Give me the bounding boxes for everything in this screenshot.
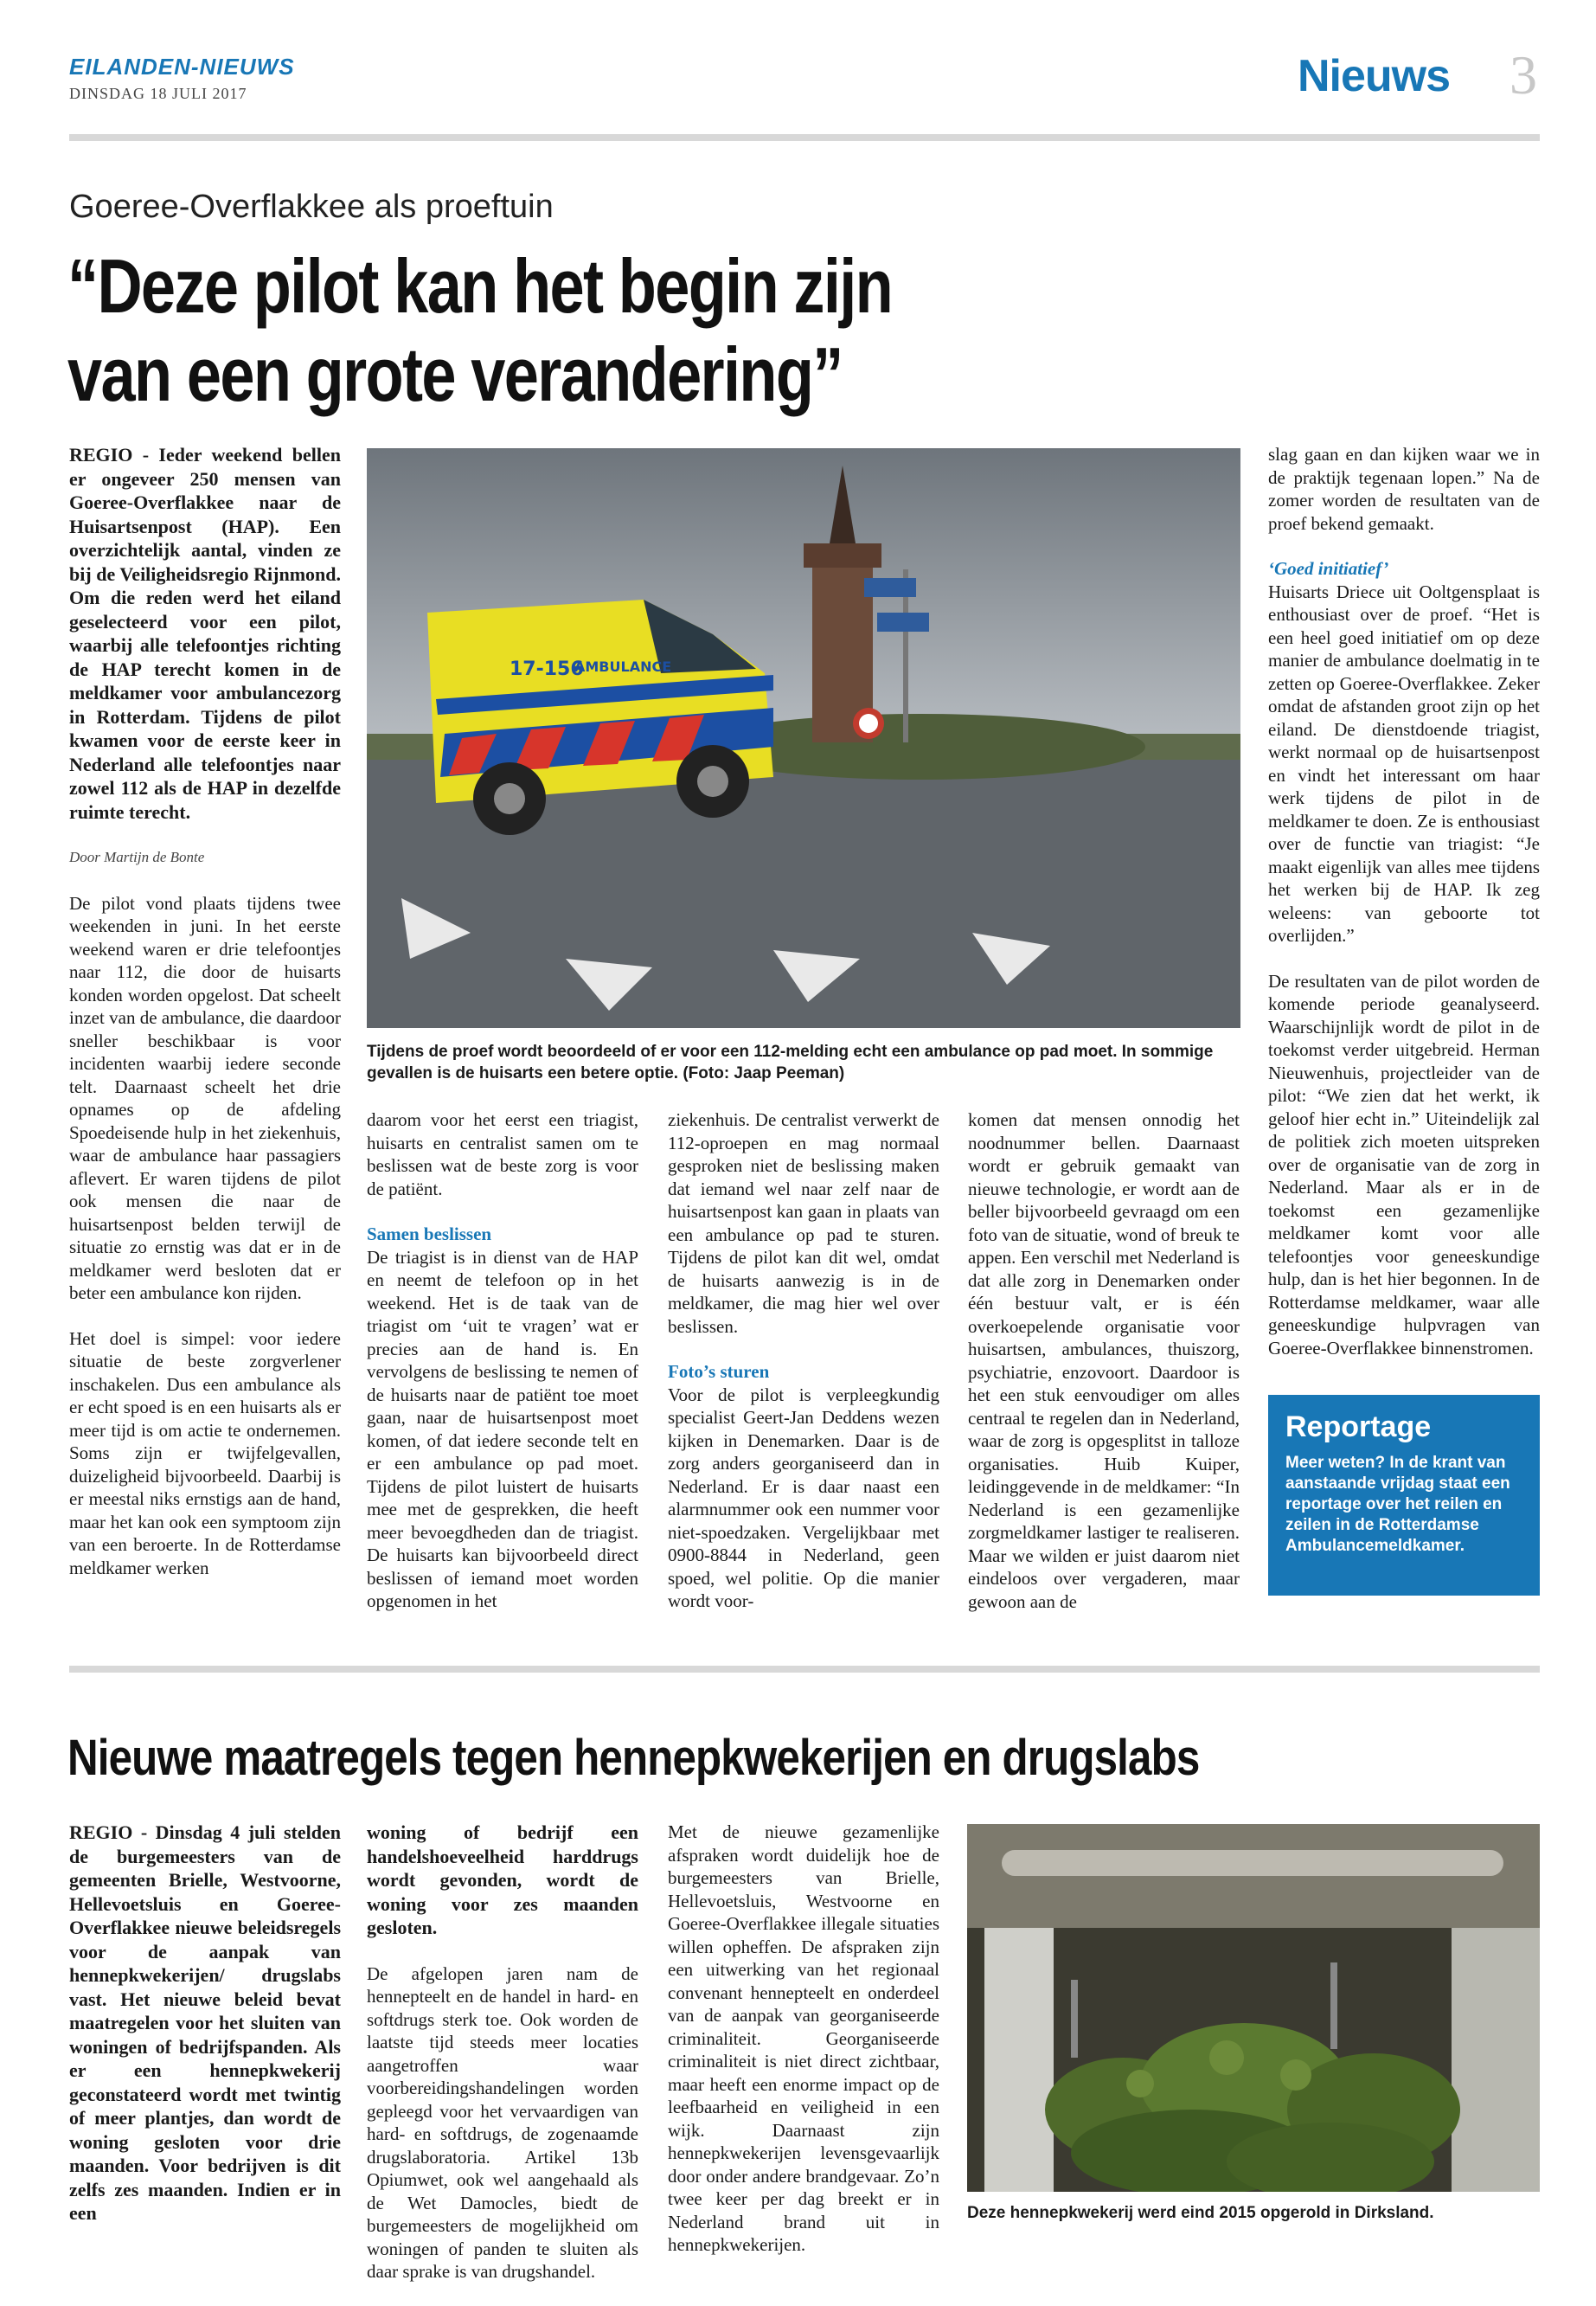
paragraph: slag gaan en dan kijken waar we in de praktijk tegenaan lopen.” Na de zomer worden de resultaten van de proef bekend gemaakt. [1268,444,1540,534]
paragraph: Voor de pilot is verpleegkundig specialist Geert-Jan Deddens wezen kijken in Denemarken. Daar is de zorg anders georganiseerd dan in Nederland. Er is daar naast een alarmnummer ook een nummer voor niet-spoedzaken. Vergelijkbaar met 0900-8844 in Nederland, geen spoed, wel politie. Op die manier wordt voor- [668,1384,939,1611]
paragraph: De afgelopen jaren nam de hennepteelt en de handel in hard- en softdrugs sterk toe. Ook worden de laatste tijd steeds meer locaties aangetroffen waar voorbereidingshandelingen worden gepleegd voor het vervaardigen van hard- en softdrugs, de zogenaamde drugslaboratoria. Artikel 13b Opiumwet, ook wel aangehaald als de Wet Damocles, biedt de burgemeesters de mogelijkheid om woningen of panden te sluiten als daar sprake is van drugshandel. [367,1962,638,2282]
paragraph: daarom voor het eerst een triagist, huisarts en centralist samen om te beslissen wat de beste zorg is voor de patiënt. [367,1109,638,1199]
article-lead: REGIO - Ieder weekend bellen er ongeveer 250 mensen van Goeree-Overflakkee naar de Huisartsenpost (HAP). Een overzichtelijk aantal, vinden ze bij de Veiligheidsregio Rijnmond. Om die reden werd het eiland geselecteerd voor een pilot, waarbij alle telefoontjes richting de HAP terecht komen in de meldkamer voor ambulancezorg in Rotterdam. Tijdens de pilot kwamen voor de eerste keer in Nederland alle telefoontjes naar zowel 112 als de HAP in dezelfde ruimte terecht. [69,444,341,823]
article2-lead-continued: woning of bedrijf een handelshoeveelheid harddrugs wordt gevonden, wordt de woning voor zes maanden gesloten. [367,1821,638,1938]
paragraph: De triagist is in dienst van de HAP en neemt de telefoon op in het weekend. Het is de taak van de triagist om ‘uit te vragen’ wat er precies aan de hand is. En vervolgens de beslissing te nemen of de huisarts naar de patiënt toe moet gaan, naar de huisartsenpost moet komen, of dat iedere seconde telt en er een ambulance op pad moet. Tijdens de pilot luistert de huisarts mee met de gesprekken, die heeft meer bevoegdheden dan de triagist. De huisarts kan bijvoorbeeld direct beslissen of iemand moet worden opgenomen in het [367,1246,638,1611]
section-title: Nieuws [1298,51,1451,101]
paragraph: De resultaten van de pilot worden de komende periode geanalyseerd. Waarschijnlijk wordt de pilot in de toekomst verder uitgebreid. Herman Nieuwenhuis, projectleider van de pilot: “We zien dat het werkt, ik geloof hier echt in.” Uiteindelijk zal de politiek zich moeten uitspreken over de organisatie van de zorg in Nederland. Maar als er in de toekomst een gezamenlijke meldkamer komt voor alle telefoontjes voor geneeskundige hulp, dan is het hier begonnen. In de Rotterdamse meldkamer, waar alle geneeskundige hulpvragen van Goeree-Overflakkee binnenstromen. [1268,970,1540,1359]
article1-column-1 [69,443,341,1602]
reportage-text: Meer weten? In de krant van aanstaande vrijdag staat een reportage over het reilen en zeilen in de Rotterdamse Ambulancemeldkamer. [1285,1454,1510,1555]
paragraph: komen dat mensen onnodig het noodnummer bellen. Daarnaast wordt er gebruik gemaakt van nieuwe technologie, er wordt aan de beller bijvoorbeeld gevraagd om een foto van de situatie, wond of breuk te appen. Een verschil met Nederland is dat alle zorg in Denemarken onder één bestuur valt, er is één overkoepelende organisatie voor huisartsen, ambulances, thuiszorg, psychiatrie, enzovoort. Daardoor is het een stuk eenvoudiger om alles centraal te regelen dan in Nederland, waar de zorg is opgesplitst in talloze organisaties. Huib Kuiper, leidinggevende in de meldkamer: “In Nederland is een gezamenlijke zorgmeldkamer lastiger te realiseren. Maar we wilden er juist daarom niet eindeloos over vergaderen, maar gewoon aan de [968,1109,1240,1612]
article2-lead: REGIO - Dinsdag 4 juli stelden de burgemeesters van de gemeenten Brielle, Westvoorne, Hellevoetsluis en Goeree-Overflakkee nieuwe beleidsregels voor de aanpak van hennepkwekerijen/ drugslabs vast. Het nieuwe beleid bevat maatregelen voor het sluiten van woningen of bedrijfspanden. Als er een hennepkwekerij geconstateerd wordt met twintig of meer plantjes, dan wordt de woning gesloten voor drie maanden. Voor bedrijven is dit zelfs zes maanden. Indien er in een [69,1821,341,2224]
paper-logo: EILANDEN-NIEUWS [69,54,295,80]
issue-date: DINSDAG 18 JULI 2017 [69,85,247,102]
article2-column-1 [69,1821,341,2226]
article1-column-4 [968,1108,1240,1635]
ambulance-number: 17-156 [510,658,584,680]
byline: Door Martijn de Bonte [69,849,205,865]
hemp-farm-illustration [967,1824,1540,2192]
reportage-box [1268,1395,1540,1596]
subheading: ‘Goed initiatief’ [1268,558,1389,579]
article2-headline: Nieuwe maatregels tegen hennepkwekerijen en drugslabs [67,1730,1200,1786]
paragraph: ziekenhuis. De centralist verwerkt de 112-oproepen en mag normaal gesproken niet de beslissing maken dat iemand wel naar zelf naar de huisartsenpost kan gaan in plaats van een ambulance op pad te sturen. Tijdens de pilot kan dit wel, omdat de huisarts aanwezig is in de meldkamer, die mag hier wel over beslissen. [668,1109,939,1337]
paragraph: Huisarts Driece uit Ooltgensplaat is enthousiast over de proef. “Het is een heel goed initiatief om op deze manier de ambulance doelmatig in te zetten op Goeree-Overflakkee. Zeker omdat de afstanden groot zijn op het eiland. De dienstdoende triagist, werkt normaal op de huisartsenpost en vindt het interessant om haar werk tijdens de pilot in de meldkamer te doen. Ze is enthousiast over de functie van triagist: “Je maakt eigenlijk van alles mee tijdens het werken bij de HAP. Ik zeg weleens: van geboorte tot overlijden.” [1268,581,1540,946]
paragraph: Met de nieuwe gezamenlijke afspraken wordt duidelijk hoe de burgemeesters van Brielle, Hellevoetsluis, Westvoorne en Goeree-Overflakkee illegale situaties willen opheffen. De afspraken zijn een uitwerking van het regionaal convenant hennepteelt en onderdeel van de aanpak van georganiseerde criminaliteit. Georganiseerde criminaliteit is niet direct zichtbaar, maar heeft een enorme impact op de leefbaarheid en veiligheid in een wijk. Daarnaast zijn hennepkwekerijen levensgevaarlijk door onder andere brandgevaar. Zo’n twee keer per dag breekt er in Nederland brand uit in hennepkwekerijen. [668,1821,939,2255]
article-headline [67,242,990,419]
article-divider [69,1666,1540,1673]
headline-line-2: van een grote verandering” [67,331,843,417]
hemp-farm-photo [967,1824,1540,2192]
subheading: Samen beslissen [367,1224,492,1244]
ambulance-photo [367,448,1240,1028]
headline-line-1: “Deze pilot kan het begin zijn [67,243,893,329]
article2-column-3 [668,1821,939,2279]
article1-column-5 [1268,443,1540,1382]
article-kicker: Goeree-Overflakkee als proeftuin [69,189,554,225]
article2-column-2 [367,1821,638,2306]
ambulance-label: AMBULANCE [574,658,672,675]
photo-caption: Tijdens de proef wordt beoordeeld of er voor een 112-melding echt een ambulance op pad moet. In sommige gevallen is de huisarts een betere optie. (Foto: Jaap Peeman) [367,1043,1214,1082]
top-divider [69,134,1540,141]
article1-column-2 [367,1108,638,1613]
page-number: 3 [1509,44,1537,106]
paragraph: Het doel is simpel: voor iedere situatie de beste zorgverlener inschakelen. Dus een ambulance als er echt spoed is en een huisarts als er meer tijd is om actie te ondernemen. Soms zijn er twijfelgevallen, duizeligheid bijvoorbeeld. Daarbij is er meestal niks ernstigs aan de hand, maar het kan ook een symptoom zijn van een beroerte. In de Rotterdamse meldkamer werken [69,1327,341,1578]
subheading: Foto’s sturen [668,1361,770,1382]
ambulance-illustration [367,448,1240,1028]
article1-column-3 [668,1108,939,1613]
paragraph: De pilot vond plaats tijdens twee weekenden in juni. In het eerste weekend waren er drie telefoontjes naar 112, die door de huisarts konden worden opgelost. Dat scheelt inzet van de ambulance, die daardoor sneller beschikbaar is voor incidenten waarbij iedere seconde telt. Daarnaast scheelt het drie opnames op de afdeling Spoedeisende hulp in het ziekenhuis, waar de ambulance haar passagiers aflevert. Er waren tijdens de pilot ook mensen die naar de huisartsenpost belden terwijl de situatie zo ernstig was dat er in de meldkamer werd besloten dat er beter een ambulance kon rijden. [69,892,341,1303]
reportage-title: Reportage [1285,1410,1432,1443]
hemp-photo-caption: Deze hennepkwekerij werd eind 2015 opgerold in Dirksland. [967,2204,1434,2222]
